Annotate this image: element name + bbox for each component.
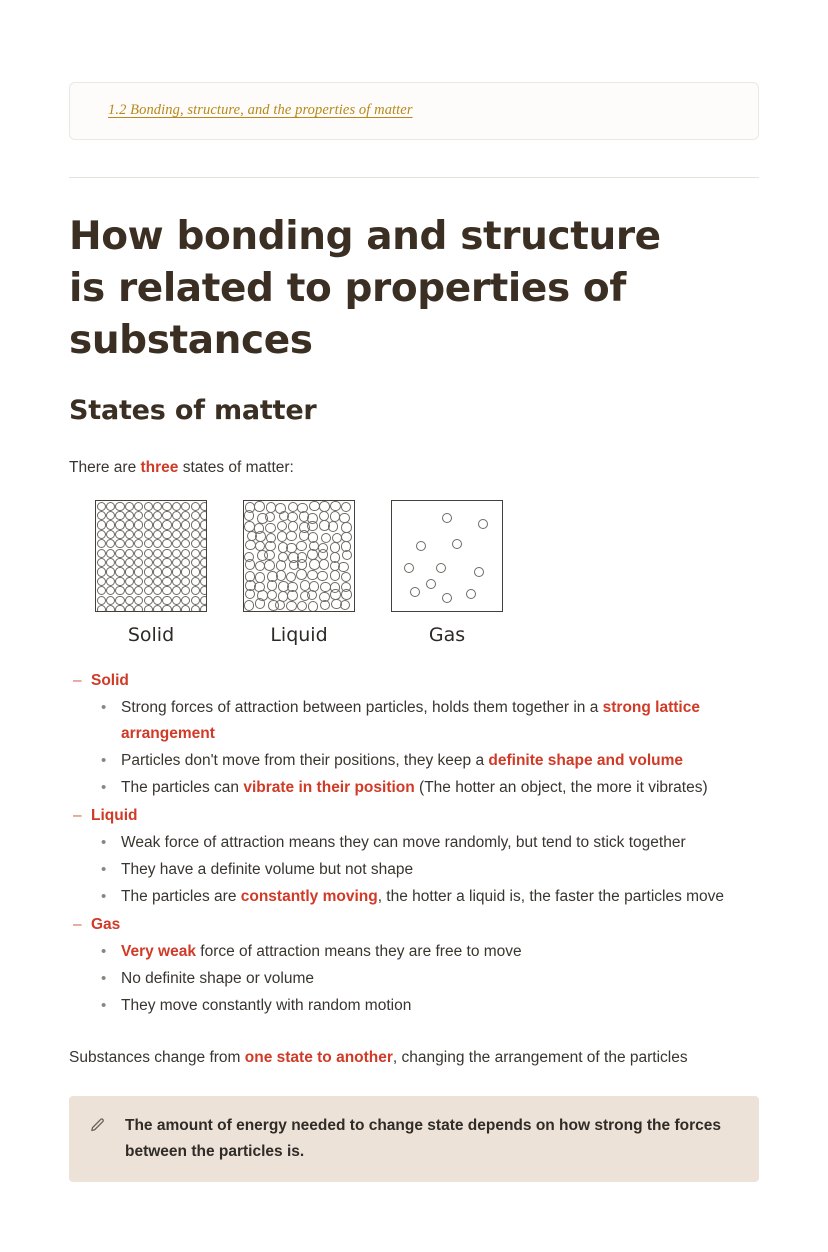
list-item-text: [121, 993, 759, 1019]
particle-circle: [181, 549, 190, 558]
list-item-text: [121, 748, 759, 774]
particle-circle: [106, 530, 115, 539]
particle-circle: [341, 502, 352, 513]
particle-circle: [172, 502, 181, 511]
particle-circle: [181, 605, 190, 612]
particle-circle: [267, 590, 278, 601]
particle-circle: [191, 567, 200, 576]
list-item: [71, 884, 759, 910]
particle-circle: [255, 572, 266, 583]
particle-circle: [106, 539, 115, 548]
particle-circle: [144, 539, 153, 548]
particle-circle: [106, 577, 115, 586]
particle-circle: [153, 567, 162, 576]
particle-circle: [106, 502, 115, 511]
bullet-dot-icon: •: [101, 752, 107, 769]
list-item-text: [121, 884, 759, 910]
particle-circle: [153, 549, 162, 558]
note-text: The amount of energy needed to change state depends on how strong the forces between the particles is.: [125, 1117, 721, 1160]
list-item: [71, 695, 759, 747]
particle-circle: [410, 587, 420, 597]
particle-circle: [276, 560, 287, 571]
particle-circle: [244, 510, 255, 521]
particle-circle: [200, 530, 207, 539]
particle-circle: [115, 558, 124, 567]
intro-highlight: three: [140, 459, 179, 476]
particle-circle: [200, 596, 207, 605]
particle-circle: [191, 539, 200, 548]
outline-group-title: Solid: [91, 672, 129, 689]
outline-bullet-list: [71, 830, 759, 910]
particle-circle: [97, 558, 106, 567]
bullet-dot-icon: •: [101, 943, 107, 960]
particle-circle: [134, 549, 143, 558]
particle-circle: [172, 549, 181, 558]
particle-circle: [97, 577, 106, 586]
particle-circle: [97, 530, 106, 539]
particle-circle: [330, 589, 341, 600]
particle-circle: [125, 558, 134, 567]
particle-circle: [144, 586, 153, 595]
particle-circle: [153, 596, 162, 605]
particle-circle: [320, 600, 331, 611]
particle-circle: [286, 601, 297, 612]
particle-circle: [134, 530, 143, 539]
particle-circle: [115, 596, 124, 605]
particle-circle: [191, 605, 200, 612]
particle-circle: [153, 511, 162, 520]
particle-circle: [275, 600, 286, 611]
particle-circle: [106, 586, 115, 595]
particle-circle: [172, 586, 181, 595]
particle-circle: [144, 605, 153, 612]
closing-after: , changing the arrangement of the particles: [392, 1049, 688, 1066]
particle-circle: [265, 512, 276, 523]
particle-circle: [172, 520, 181, 529]
particle-circle: [162, 520, 171, 529]
particle-circle: [97, 511, 106, 520]
particle-circle: [181, 567, 190, 576]
solid-particle-box: [95, 500, 207, 612]
particle-circle: [97, 567, 106, 576]
particle-circle: [162, 605, 171, 612]
collapse-toggle-icon[interactable]: –: [73, 916, 82, 933]
particle-circle: [162, 596, 171, 605]
highlighted-term: definite shape and volume: [488, 752, 684, 769]
bullet-dot-icon: •: [101, 861, 107, 878]
particle-circle: [106, 549, 115, 558]
particle-circle: [181, 596, 190, 605]
particle-circle: [97, 502, 106, 511]
particle-circle: [328, 521, 339, 532]
particle-circle: [125, 605, 134, 612]
list-item: [71, 857, 759, 883]
particle-circle: [153, 520, 162, 529]
particle-circle: [307, 521, 318, 532]
plain-text: No definite shape or volume: [121, 970, 315, 987]
solid-label: Solid: [127, 624, 175, 646]
particle-circle: [319, 501, 330, 512]
particle-circle: [338, 562, 349, 573]
particle-circle: [442, 593, 452, 603]
particle-circle: [309, 501, 320, 512]
document-page: [0, 82, 828, 1182]
particle-circle: [191, 502, 200, 511]
breadcrumb-link[interactable]: 1.2 Bonding, structure, and the properties of matter: [108, 102, 413, 118]
breadcrumb-callout: [69, 82, 759, 140]
particle-circle: [191, 530, 200, 539]
particle-circle: [97, 605, 106, 612]
collapse-toggle-icon[interactable]: –: [73, 807, 82, 824]
outline-group-toggle[interactable]: [71, 668, 759, 694]
particle-circle: [125, 549, 134, 558]
particle-circle: [134, 577, 143, 586]
particle-circle: [106, 605, 115, 612]
particle-circle: [200, 520, 207, 529]
particle-circle: [125, 520, 134, 529]
outline-group: [71, 803, 759, 910]
particle-circle: [134, 511, 143, 520]
particle-circle: [162, 567, 171, 576]
list-item-text: [121, 830, 759, 856]
plain-text: Particles don't move from their positions, they keep a: [121, 752, 489, 769]
plain-text: force of attraction means they are free to move: [195, 943, 522, 960]
particle-circle: [115, 539, 124, 548]
particle-circle: [172, 530, 181, 539]
particle-circle: [115, 586, 124, 595]
particle-circle: [125, 577, 134, 586]
particle-circle: [144, 511, 153, 520]
list-item-text: [121, 966, 759, 992]
bullet-dot-icon: •: [101, 888, 107, 905]
particle-circle: [330, 501, 341, 512]
liquid-label: Liquid: [270, 624, 328, 646]
outline-group: [71, 912, 759, 1019]
particle-circle: [144, 558, 153, 567]
states-outline-list: [69, 668, 759, 1019]
particle-circle: [308, 601, 319, 612]
outline-group-title: Gas: [91, 916, 121, 933]
list-item: [71, 939, 759, 965]
particle-circle: [245, 559, 256, 570]
particle-circle: [106, 558, 115, 567]
outline-bullet-list: [71, 695, 759, 801]
particle-circle: [191, 511, 200, 520]
particle-circle: [191, 520, 200, 529]
particle-circle: [191, 586, 200, 595]
particle-circle: [296, 541, 307, 552]
particle-circle: [181, 539, 190, 548]
particle-circle: [144, 530, 153, 539]
particle-circle: [276, 570, 287, 581]
pencil-icon: [89, 1117, 109, 1139]
particle-circle: [416, 541, 426, 551]
particle-circle: [172, 567, 181, 576]
particle-circle: [307, 590, 318, 601]
intro-paragraph: [69, 456, 759, 480]
particle-circle: [134, 605, 143, 612]
section-divider: [69, 177, 759, 178]
document-content: [69, 82, 759, 1182]
particle-circle: [264, 560, 275, 571]
list-item-text: [121, 695, 759, 747]
particle-circle: [277, 521, 288, 532]
particle-circle: [125, 530, 134, 539]
list-item: [71, 830, 759, 856]
intro-text-after: states of matter:: [178, 459, 294, 476]
particle-circle: [200, 605, 207, 612]
bullet-dot-icon: •: [101, 779, 107, 796]
plain-text: , the hotter a liquid is, the faster the particles move: [377, 888, 725, 905]
particle-circle: [191, 596, 200, 605]
outline-bullet-list: [71, 939, 759, 1019]
particle-circle: [97, 520, 106, 529]
particle-circle: [317, 571, 328, 582]
particle-circle: [200, 539, 207, 548]
highlighted-term: Very weak: [121, 943, 196, 960]
particle-circle: [172, 511, 181, 520]
particle-circle: [181, 577, 190, 586]
particle-circle: [153, 558, 162, 567]
state-figure-solid: [95, 500, 207, 646]
highlighted-term: strong lattice arrangement: [121, 699, 700, 742]
particle-circle: [478, 519, 488, 529]
particle-circle: [97, 549, 106, 558]
particle-circle: [134, 586, 143, 595]
particle-circle: [191, 577, 200, 586]
plain-text: They move constantly with random motion: [121, 997, 412, 1014]
particle-circle: [341, 572, 352, 583]
particle-circle: [307, 549, 318, 560]
particle-circle: [172, 605, 181, 612]
list-item-text: [121, 775, 759, 801]
state-figure-liquid: [243, 500, 355, 646]
particle-circle: [153, 539, 162, 548]
bullet-dot-icon: •: [101, 699, 107, 716]
particle-circle: [125, 567, 134, 576]
particle-circle: [153, 605, 162, 612]
particle-circle: [342, 550, 353, 561]
particle-circle: [162, 530, 171, 539]
particle-circle: [153, 530, 162, 539]
particle-circle: [255, 598, 266, 609]
particle-circle: [244, 600, 255, 611]
note-callout: [69, 1096, 759, 1182]
particle-circle: [97, 539, 106, 548]
particle-circle: [200, 567, 207, 576]
bullet-dot-icon: •: [101, 834, 107, 851]
particle-circle: [115, 605, 124, 612]
particle-circle: [200, 511, 207, 520]
particle-circle: [265, 523, 276, 534]
particle-circle: [134, 520, 143, 529]
state-figure-gas: [391, 500, 503, 646]
outline-group-toggle[interactable]: [71, 912, 759, 938]
particle-circle: [307, 570, 318, 581]
particle-circle: [144, 520, 153, 529]
list-item: [71, 966, 759, 992]
particle-circle: [125, 511, 134, 520]
particle-circle: [172, 577, 181, 586]
particle-circle: [254, 501, 265, 512]
particle-circle: [106, 567, 115, 576]
particle-circle: [162, 586, 171, 595]
particle-circle: [286, 572, 297, 583]
particle-circle: [466, 589, 476, 599]
outline-group-title: Liquid: [91, 807, 138, 824]
particle-circle: [162, 511, 171, 520]
particle-circle: [200, 502, 207, 511]
particle-circle: [115, 549, 124, 558]
particle-circle: [318, 549, 329, 560]
states-of-matter-diagram: [69, 500, 759, 646]
particle-circle: [286, 531, 297, 542]
particle-circle: [144, 549, 153, 558]
particle-circle: [144, 502, 153, 511]
particle-circle: [106, 520, 115, 529]
page-title: How bonding and structure is related to properties of substances: [69, 214, 661, 363]
particle-circle: [125, 539, 134, 548]
particle-circle: [341, 589, 352, 600]
particle-circle: [200, 586, 207, 595]
particle-circle: [144, 577, 153, 586]
particle-circle: [125, 502, 134, 511]
particle-circle: [115, 567, 124, 576]
particle-circle: [97, 586, 106, 595]
outline-group: [71, 668, 759, 801]
particle-circle: [436, 563, 446, 573]
particle-circle: [115, 502, 124, 511]
particle-circle: [181, 558, 190, 567]
particle-circle: [134, 596, 143, 605]
particle-circle: [115, 520, 124, 529]
bullet-dot-icon: •: [101, 970, 107, 987]
particle-circle: [296, 569, 307, 580]
particle-circle: [115, 577, 124, 586]
particle-circle: [162, 577, 171, 586]
particle-circle: [330, 570, 341, 581]
liquid-particle-box: [243, 500, 355, 612]
particle-circle: [106, 596, 115, 605]
particle-circle: [442, 513, 452, 523]
list-item-text: [121, 857, 759, 883]
particle-circle: [297, 559, 308, 570]
particle-circle: [200, 577, 207, 586]
particle-circle: [191, 558, 200, 567]
particle-circle: [144, 567, 153, 576]
particle-circle: [474, 567, 484, 577]
particle-circle: [134, 567, 143, 576]
particle-circle: [264, 550, 275, 561]
particle-circle: [144, 596, 153, 605]
plain-text: The particles are: [121, 888, 241, 905]
list-item-text: [121, 939, 759, 965]
plain-text: They have a definite volume but not shape: [121, 861, 414, 878]
outline-group-toggle[interactable]: [71, 803, 759, 829]
particle-circle: [181, 530, 190, 539]
particle-circle: [162, 539, 171, 548]
particle-circle: [426, 579, 436, 589]
particle-circle: [181, 502, 190, 511]
particle-circle: [172, 558, 181, 567]
particle-circle: [297, 601, 308, 612]
particle-circle: [245, 589, 256, 600]
intro-text-before: There are: [69, 459, 141, 476]
particle-circle: [134, 502, 143, 511]
particle-circle: [181, 586, 190, 595]
particle-circle: [153, 586, 162, 595]
particle-circle: [153, 502, 162, 511]
particle-circle: [134, 539, 143, 548]
particle-circle: [153, 577, 162, 586]
particle-circle: [162, 549, 171, 558]
gas-label: Gas: [428, 624, 466, 646]
particle-circle: [106, 511, 115, 520]
particle-circle: [200, 558, 207, 567]
particle-circle: [452, 539, 462, 549]
particle-circle: [115, 511, 124, 520]
particle-circle: [115, 530, 124, 539]
particle-circle: [162, 502, 171, 511]
closing-before: Substances change from: [69, 1049, 245, 1066]
list-item: [71, 775, 759, 801]
particle-circle: [404, 563, 414, 573]
particle-circle: [172, 539, 181, 548]
particle-circle: [97, 596, 106, 605]
particle-circle: [162, 558, 171, 567]
plain-text: Strong forces of attraction between particles, holds them together in a: [121, 699, 603, 716]
bullet-dot-icon: •: [101, 997, 107, 1014]
list-item: [71, 993, 759, 1019]
plain-text: (The hotter an object, the more it vibrates): [414, 779, 708, 796]
particle-circle: [181, 511, 190, 520]
particle-circle: [172, 596, 181, 605]
collapse-toggle-icon[interactable]: –: [73, 672, 82, 689]
particle-circle: [134, 558, 143, 567]
particle-circle: [321, 533, 332, 544]
particle-circle: [340, 600, 351, 611]
plain-text: The particles can: [121, 779, 244, 796]
particle-circle: [125, 596, 134, 605]
closing-highlight: one state to another: [244, 1049, 393, 1066]
section-heading: States of matter: [69, 395, 317, 426]
gas-particle-box: [391, 500, 503, 612]
particle-circle: [200, 549, 207, 558]
particle-circle: [191, 549, 200, 558]
highlighted-term: vibrate in their position: [243, 779, 415, 796]
particle-circle: [181, 520, 190, 529]
list-item: [71, 748, 759, 774]
particle-circle: [319, 559, 330, 570]
particle-circle: [125, 586, 134, 595]
particle-circle: [287, 590, 298, 601]
highlighted-term: constantly moving: [240, 888, 378, 905]
closing-paragraph: [69, 1046, 759, 1070]
plain-text: Weak force of attraction means they can move randomly, but tend to stick together: [121, 834, 686, 851]
